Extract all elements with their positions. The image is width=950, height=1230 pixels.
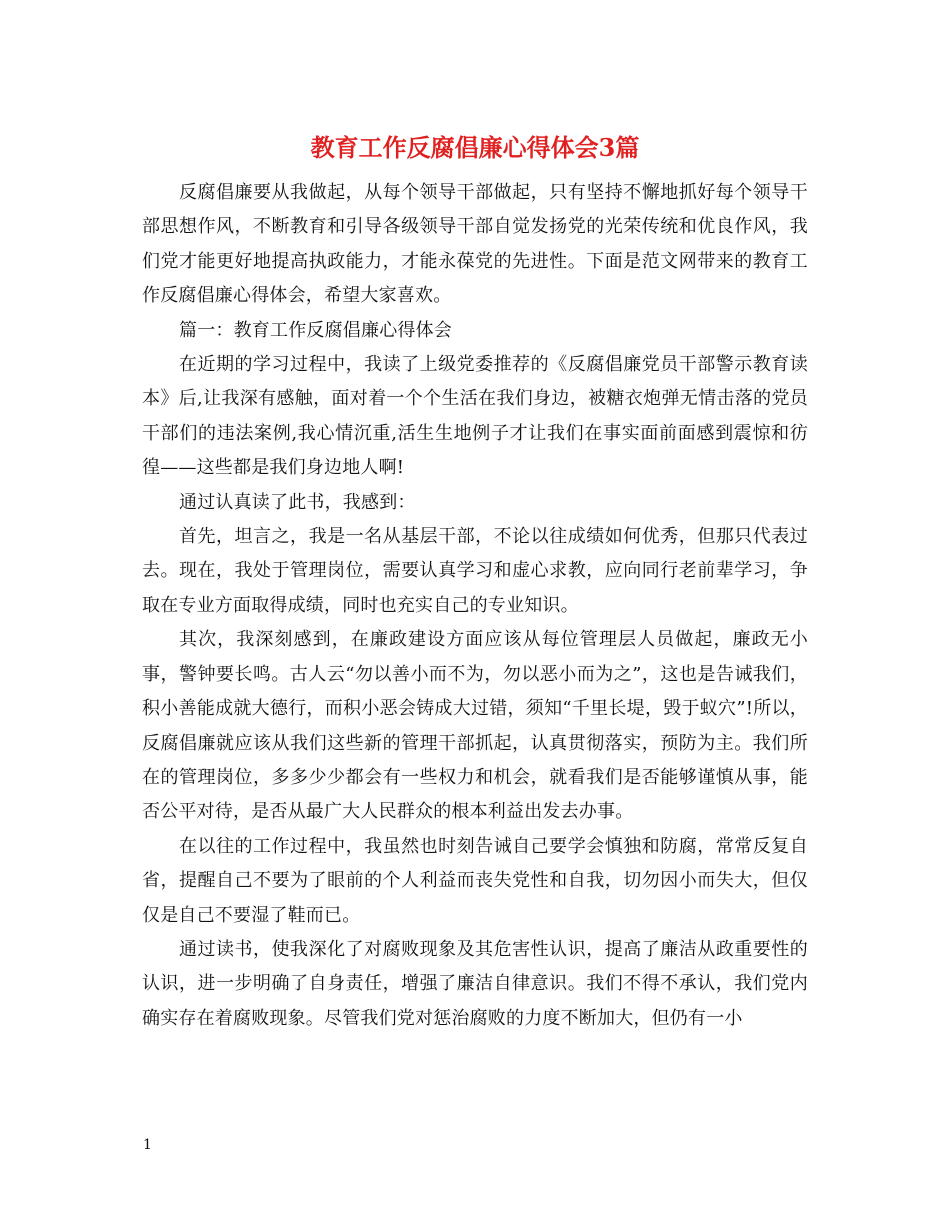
page-number: 1 [143,1137,152,1153]
document-title: 教育工作反腐倡廉心得体会3篇 [310,133,640,162]
paragraph-reading-result: 通过读书，使我深化了对腐败现象及其危害性认识，提高了廉洁从政重要性的认识，进一步明确了自身责任，增强了廉洁自律意识。我们不得不承认，我们党内确实存在着腐败现象。尽管我们党对惩治腐败的力度不断加大，但仍有一小 [142,938,808,1029]
document-body [142,176,808,1036]
paragraph-first: 首先，坦言之，我是一名从基层干部，不论以往成绩如何优秀，但那只代表过去。现在，我处于管理岗位，需要认真学习和虚心求教，应向同行老前辈学习，争取在专业方面取得成绩，同时也充实自己的专业知识。 [142,526,808,616]
paragraph-section-heading: 篇一：教育工作反腐倡廉心得体会 [179,319,452,341]
paragraph-intro: 反腐倡廉要从我做起，从每个领导干部做起，只有坚持不懈地抓好每个领导干部思想作风，不断教育和引导各级领导干部自觉发扬党的光荣传统和优良作风，我们党才能更好地提高执政能力，才能永葆党的先进性。下面是范文网带来的教育工作反腐倡廉心得体会，希望大家喜欢。 [142,182,808,307]
paragraph-second: 其次，我深刻感到，在廉政建设方面应该从每位管理层人员做起，廉政无小事，警钟要长鸣。古人云“勿以善小而不为，勿以恶小而为之”，这也是告诫我们，积小善能成就大德行，而积小恶会铸成大过错，须知“千里长堤，毁于蚁穴”!所以，反腐倡廉就应该从我们这些新的管理干部抓起，认真贯彻落实，预防为主。我们所在的管理岗位，多多少少都会有一些权力和机会，就看我们是否能够谨慎从事，能否公平对待，是否从最广大人民群众的根本利益出发去办事。 [142,629,808,823]
paragraph-feeling: 通过认真读了此书，我感到： [179,491,416,513]
paragraph-past-work: 在以往的工作过程中，我虽然也时刻告诫自己要学会慎独和防腐，常常反复自省，提醒自己不要为了眼前的个人利益而丧失党性和自我，切勿因小而失大，但仅仅是自己不要湿了鞋而已。 [142,835,808,926]
paragraph-reading: 在近期的学习过程中，我读了上级党委推荐的《反腐倡廉党员干部警示教育读本》后,让我深有感触，面对着一个个生活在我们身边，被糖衣炮弹无情击落的党员干部们的违法案例,我心情沉重,活生生地例子才让我们在事实面前面感到震惊和彷徨——这些都是我们身边地人啊! [142,354,808,479]
